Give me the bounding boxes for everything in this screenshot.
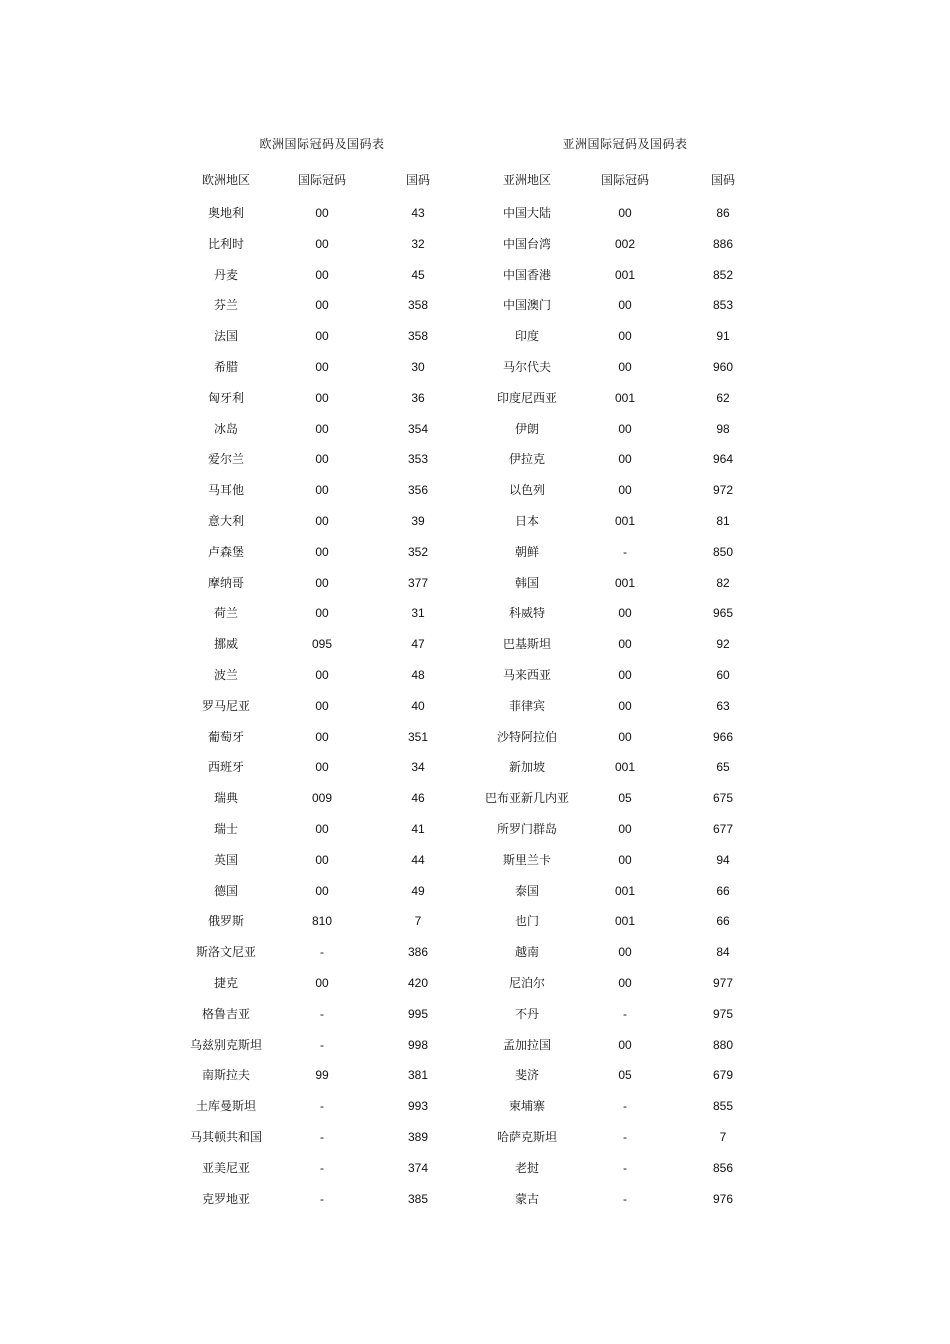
table-row: [478, 229, 772, 260]
table-row: [176, 229, 468, 260]
table-row: [176, 1122, 468, 1153]
table-row: [176, 722, 468, 753]
cell-region: 韩国: [514, 575, 539, 590]
table-row: [176, 568, 468, 599]
table-row: [176, 290, 468, 321]
cell-prefix: 00: [315, 267, 329, 282]
cell-prefix: 009: [311, 791, 333, 806]
cell-country-code: 92: [716, 637, 730, 652]
cell-region: 孟加拉国: [502, 1037, 551, 1052]
cell-country-code: 81: [716, 513, 730, 528]
table-row: [176, 1184, 468, 1215]
cell-prefix: 00: [315, 544, 329, 559]
cell-prefix: 00: [618, 452, 632, 467]
cell-region: 德国: [213, 883, 238, 898]
table-row: [176, 845, 468, 876]
cell-prefix: 00: [315, 206, 329, 220]
cell-country-code: 352: [407, 544, 429, 559]
cell-prefix: 001: [614, 267, 636, 282]
table-row: [478, 1184, 772, 1215]
cell-country-code: 998: [407, 1037, 429, 1052]
cell-region: 格鲁吉亚: [201, 1006, 250, 1021]
table-row: [478, 321, 772, 352]
cell-country-code: 62: [716, 390, 730, 405]
table-row: [478, 290, 772, 321]
cell-country-code: 30: [411, 359, 425, 374]
cell-prefix: -: [623, 1160, 627, 1175]
table-row: [176, 937, 468, 968]
cell-region: 波兰: [213, 667, 238, 682]
cell-region: 芬兰: [213, 298, 238, 313]
table-row: [176, 383, 468, 414]
cell-country-code: 66: [716, 914, 730, 929]
cell-region: 俄罗斯: [207, 914, 244, 929]
table-row: [176, 691, 468, 722]
cell-region: 朝鲜: [514, 544, 539, 559]
table-row: [176, 414, 468, 445]
cell-country-code: 995: [407, 1006, 429, 1021]
table-row: [478, 414, 772, 445]
cell-country-code: 84: [716, 945, 730, 960]
cell-country-code: 976: [712, 1191, 734, 1206]
cell-prefix: 00: [315, 359, 329, 374]
cell-prefix: 001: [614, 513, 636, 528]
cell-country-code: 91: [716, 329, 730, 344]
cell-prefix: 00: [315, 483, 329, 498]
table-row: [478, 722, 772, 753]
table-row: [176, 598, 468, 629]
cell-prefix: -: [320, 1191, 324, 1206]
table-row: [478, 906, 772, 937]
asia-header-prefix: 国际冠码: [600, 173, 649, 187]
cell-prefix: 00: [618, 667, 632, 682]
cell-prefix: -: [623, 544, 627, 559]
table-row: [176, 752, 468, 783]
cell-region: 马尔代夫: [502, 359, 551, 374]
cell-region: 印度: [514, 329, 539, 344]
cell-region: 英国: [213, 852, 238, 867]
cell-region: 土库曼斯坦: [195, 1099, 256, 1114]
cell-region: 哈萨克斯坦: [496, 1129, 557, 1144]
cell-country-code: 975: [712, 1006, 734, 1021]
europe-table-title: 欧洲国际冠码及国码表: [259, 137, 385, 151]
cell-prefix: 00: [618, 329, 632, 344]
cell-prefix: 00: [315, 236, 329, 251]
cell-region: 马其顿共和国: [189, 1129, 262, 1144]
cell-country-code: 852: [712, 267, 734, 282]
cell-country-code: 48: [411, 667, 425, 682]
cell-region: 不丹: [514, 1006, 539, 1021]
table-row: [478, 506, 772, 537]
cell-country-code: 43: [411, 206, 425, 220]
cell-region: 亚美尼亚: [201, 1160, 250, 1175]
cell-country-code: 63: [716, 698, 730, 713]
table-row: [176, 352, 468, 383]
cell-country-code: 40: [411, 698, 425, 713]
cell-country-code: 41: [411, 821, 425, 836]
cell-region: 瑞士: [213, 821, 238, 836]
table-row: [478, 876, 772, 907]
table-row: [478, 352, 772, 383]
cell-region: 尼泊尔: [508, 975, 545, 990]
cell-region: 斯里兰卡: [502, 852, 551, 867]
table-row: [478, 629, 772, 660]
asia-header-country-code: 国码: [710, 173, 735, 187]
table-row: [176, 876, 468, 907]
table-row: [176, 321, 468, 352]
europe-code-table: [176, 132, 468, 1214]
cell-prefix: 00: [315, 390, 329, 405]
cell-prefix: 00: [315, 883, 329, 898]
cell-prefix: 00: [618, 359, 632, 374]
cell-region: 乌兹别克斯坦: [189, 1037, 262, 1052]
cell-prefix: 00: [618, 206, 632, 220]
cell-prefix: 00: [618, 821, 632, 836]
cell-prefix: 99: [315, 1068, 329, 1083]
cell-country-code: 880: [712, 1037, 734, 1052]
asia-header-region: 亚洲地区: [502, 173, 551, 187]
cell-region: 意大利: [207, 513, 244, 528]
cell-prefix: 05: [618, 791, 632, 806]
cell-region: 中国澳门: [502, 298, 551, 313]
cell-prefix: -: [320, 1160, 324, 1175]
table-row: [176, 660, 468, 691]
cell-region: 泰国: [514, 883, 539, 898]
cell-prefix: 00: [315, 667, 329, 682]
cell-country-code: 374: [407, 1160, 429, 1175]
table-row: [478, 968, 772, 999]
cell-prefix: 00: [618, 852, 632, 867]
cell-country-code: 49: [411, 883, 425, 898]
cell-prefix: 00: [315, 852, 329, 867]
cell-region: 西班牙: [207, 760, 244, 775]
table-row: [478, 845, 772, 876]
cell-prefix: 001: [614, 914, 636, 929]
cell-region: 挪威: [213, 637, 238, 652]
table-row: [478, 1122, 772, 1153]
cell-prefix: 001: [614, 575, 636, 590]
cell-region: 所罗门群岛: [496, 821, 557, 836]
cell-country-code: 45: [411, 267, 425, 282]
table-row: [478, 660, 772, 691]
cell-country-code: 47: [411, 637, 425, 652]
cell-prefix: -: [320, 1006, 324, 1021]
cell-region: 奥地利: [207, 206, 244, 220]
table-row: [478, 999, 772, 1030]
cell-prefix: 00: [315, 729, 329, 744]
cell-prefix: 00: [315, 421, 329, 436]
cell-prefix: 00: [315, 975, 329, 990]
cell-country-code: 993: [407, 1099, 429, 1114]
cell-region: 匈牙利: [207, 390, 244, 405]
cell-country-code: 86: [716, 206, 730, 220]
cell-region: 老挝: [514, 1160, 539, 1175]
cell-country-code: 420: [407, 975, 429, 990]
table-row: [176, 1030, 468, 1061]
cell-region: 瑞典: [213, 791, 238, 806]
cell-prefix: 002: [614, 236, 636, 251]
cell-prefix: 095: [311, 637, 333, 652]
table-row: [176, 783, 468, 814]
cell-prefix: 001: [614, 883, 636, 898]
cell-prefix: 00: [618, 421, 632, 436]
cell-prefix: 00: [315, 513, 329, 528]
cell-region: 冰岛: [213, 421, 238, 436]
cell-country-code: 66: [716, 883, 730, 898]
cell-prefix: -: [623, 1099, 627, 1114]
table-row: [176, 906, 468, 937]
asia-header-row: [478, 168, 772, 192]
table-row: [176, 1153, 468, 1184]
table-row: [478, 814, 772, 845]
cell-prefix: 00: [618, 606, 632, 621]
cell-prefix: 00: [618, 729, 632, 744]
cell-region: 斯洛文尼亚: [195, 945, 256, 960]
cell-region: 中国香港: [502, 267, 551, 282]
cell-country-code: 7: [719, 1129, 727, 1144]
cell-country-code: 358: [407, 329, 429, 344]
cell-region: 希腊: [213, 359, 238, 374]
cell-region: 中国大陆: [502, 206, 551, 220]
asia-code-table: [478, 132, 772, 1214]
cell-region: 荷兰: [213, 606, 238, 621]
cell-region: 伊拉克: [508, 452, 545, 467]
cell-prefix: 00: [618, 298, 632, 313]
cell-country-code: 855: [712, 1099, 734, 1114]
table-row: [478, 383, 772, 414]
cell-country-code: 82: [716, 575, 730, 590]
table-row: [478, 691, 772, 722]
table-row: [478, 1091, 772, 1122]
cell-country-code: 60: [716, 667, 730, 682]
cell-country-code: 850: [712, 544, 734, 559]
cell-prefix: 00: [315, 760, 329, 775]
cell-region: 柬埔寨: [508, 1099, 545, 1114]
table-row: [478, 475, 772, 506]
table-row: [478, 1153, 772, 1184]
cell-country-code: 679: [712, 1068, 734, 1083]
cell-country-code: 354: [407, 421, 429, 436]
table-row: [478, 937, 772, 968]
cell-country-code: 7: [414, 914, 422, 929]
europe-rows: [176, 198, 468, 1214]
cell-prefix: 001: [614, 760, 636, 775]
cell-prefix: -: [623, 1129, 627, 1144]
table-row: [176, 506, 468, 537]
cell-prefix: 00: [618, 483, 632, 498]
cell-region: 罗马尼亚: [201, 698, 250, 713]
cell-region: 马来西亚: [502, 667, 551, 682]
cell-country-code: 381: [407, 1068, 429, 1083]
table-row: [478, 537, 772, 568]
table-row: [478, 1030, 772, 1061]
cell-region: 日本: [514, 513, 539, 528]
table-row: [176, 814, 468, 845]
cell-prefix: 00: [315, 698, 329, 713]
cell-country-code: 46: [411, 791, 425, 806]
table-row: [478, 1060, 772, 1091]
table-row: [478, 198, 772, 229]
cell-country-code: 386: [407, 945, 429, 960]
cell-region: 捷克: [213, 975, 238, 990]
europe-header-row: [176, 168, 468, 192]
table-row: [176, 1060, 468, 1091]
cell-prefix: 00: [618, 945, 632, 960]
cell-country-code: 853: [712, 298, 734, 313]
cell-prefix: 810: [311, 914, 333, 929]
cell-region: 中国台湾: [502, 236, 551, 251]
table-row: [176, 260, 468, 291]
cell-country-code: 44: [411, 852, 425, 867]
table-row: [478, 783, 772, 814]
cell-country-code: 964: [712, 452, 734, 467]
cell-region: 巴布亚新几内亚: [484, 791, 569, 806]
cell-country-code: 356: [407, 483, 429, 498]
table-row: [176, 968, 468, 999]
cell-country-code: 39: [411, 513, 425, 528]
cell-region: 科威特: [508, 606, 545, 621]
cell-country-code: 98: [716, 421, 730, 436]
cell-region: 蒙古: [514, 1191, 539, 1206]
europe-header-region: 欧洲地区: [201, 173, 250, 187]
cell-region: 克罗地亚: [201, 1191, 250, 1206]
cell-region: 摩纳哥: [207, 575, 244, 590]
cell-country-code: 886: [712, 236, 734, 251]
cell-region: 比利时: [207, 236, 244, 251]
table-row: [478, 568, 772, 599]
cell-prefix: -: [320, 1099, 324, 1114]
cell-region: 南斯拉夫: [201, 1068, 250, 1083]
cell-prefix: 001: [614, 390, 636, 405]
cell-region: 法国: [213, 329, 238, 344]
cell-region: 马耳他: [207, 483, 244, 498]
cell-region: 菲律宾: [508, 698, 545, 713]
cell-prefix: 00: [618, 975, 632, 990]
europe-header-country-code: 国码: [405, 173, 430, 187]
cell-country-code: 677: [712, 821, 734, 836]
table-row: [176, 629, 468, 660]
cell-region: 卢森堡: [207, 544, 244, 559]
cell-country-code: 966: [712, 729, 734, 744]
cell-country-code: 34: [411, 760, 425, 775]
cell-prefix: 00: [315, 821, 329, 836]
cell-region: 印度尼西亚: [496, 390, 557, 405]
cell-prefix: 00: [315, 606, 329, 621]
table-row: [176, 537, 468, 568]
cell-region: 沙特阿拉伯: [496, 729, 557, 744]
cell-prefix: 00: [618, 698, 632, 713]
cell-region: 丹麦: [213, 267, 238, 282]
table-row: [176, 1091, 468, 1122]
cell-region: 新加坡: [508, 760, 545, 775]
cell-prefix: -: [320, 1129, 324, 1144]
cell-prefix: 00: [315, 452, 329, 467]
cell-country-code: 31: [411, 606, 425, 621]
cell-region: 斐济: [514, 1068, 539, 1083]
cell-prefix: 00: [315, 575, 329, 590]
cell-region: 伊朗: [514, 421, 539, 436]
cell-region: 巴基斯坦: [502, 637, 551, 652]
cell-region: 也门: [514, 914, 539, 929]
cell-prefix: -: [320, 945, 324, 960]
cell-country-code: 32: [411, 236, 425, 251]
table-row: [176, 475, 468, 506]
table-row: [176, 198, 468, 229]
cell-country-code: 353: [407, 452, 429, 467]
cell-prefix: 05: [618, 1068, 632, 1083]
cell-prefix: -: [623, 1191, 627, 1206]
cell-country-code: 389: [407, 1129, 429, 1144]
cell-country-code: 965: [712, 606, 734, 621]
cell-prefix: -: [320, 1037, 324, 1052]
cell-country-code: 675: [712, 791, 734, 806]
cell-country-code: 94: [716, 852, 730, 867]
cell-country-code: 856: [712, 1160, 734, 1175]
cell-country-code: 377: [407, 575, 429, 590]
cell-prefix: 00: [315, 329, 329, 344]
table-row: [478, 444, 772, 475]
table-row: [176, 999, 468, 1030]
table-row: [478, 598, 772, 629]
cell-country-code: 972: [712, 483, 734, 498]
europe-header-prefix: 国际冠码: [297, 173, 346, 187]
cell-region: 葡萄牙: [207, 729, 244, 744]
cell-country-code: 385: [407, 1191, 429, 1206]
asia-table-title: 亚洲国际冠码及国码表: [562, 137, 688, 151]
table-row: [478, 752, 772, 783]
table-row: [176, 444, 468, 475]
cell-region: 以色列: [508, 483, 545, 498]
cell-country-code: 960: [712, 359, 734, 374]
cell-prefix: 00: [315, 298, 329, 313]
cell-country-code: 977: [712, 975, 734, 990]
cell-country-code: 358: [407, 298, 429, 313]
cell-country-code: 65: [716, 760, 730, 775]
asia-rows: [478, 198, 772, 1214]
cell-prefix: -: [623, 1006, 627, 1021]
cell-region: 爱尔兰: [207, 452, 244, 467]
cell-region: 越南: [514, 945, 539, 960]
cell-country-code: 36: [411, 390, 425, 405]
cell-prefix: 00: [618, 637, 632, 652]
cell-country-code: 351: [407, 729, 429, 744]
cell-prefix: 00: [618, 1037, 632, 1052]
table-row: [478, 260, 772, 291]
